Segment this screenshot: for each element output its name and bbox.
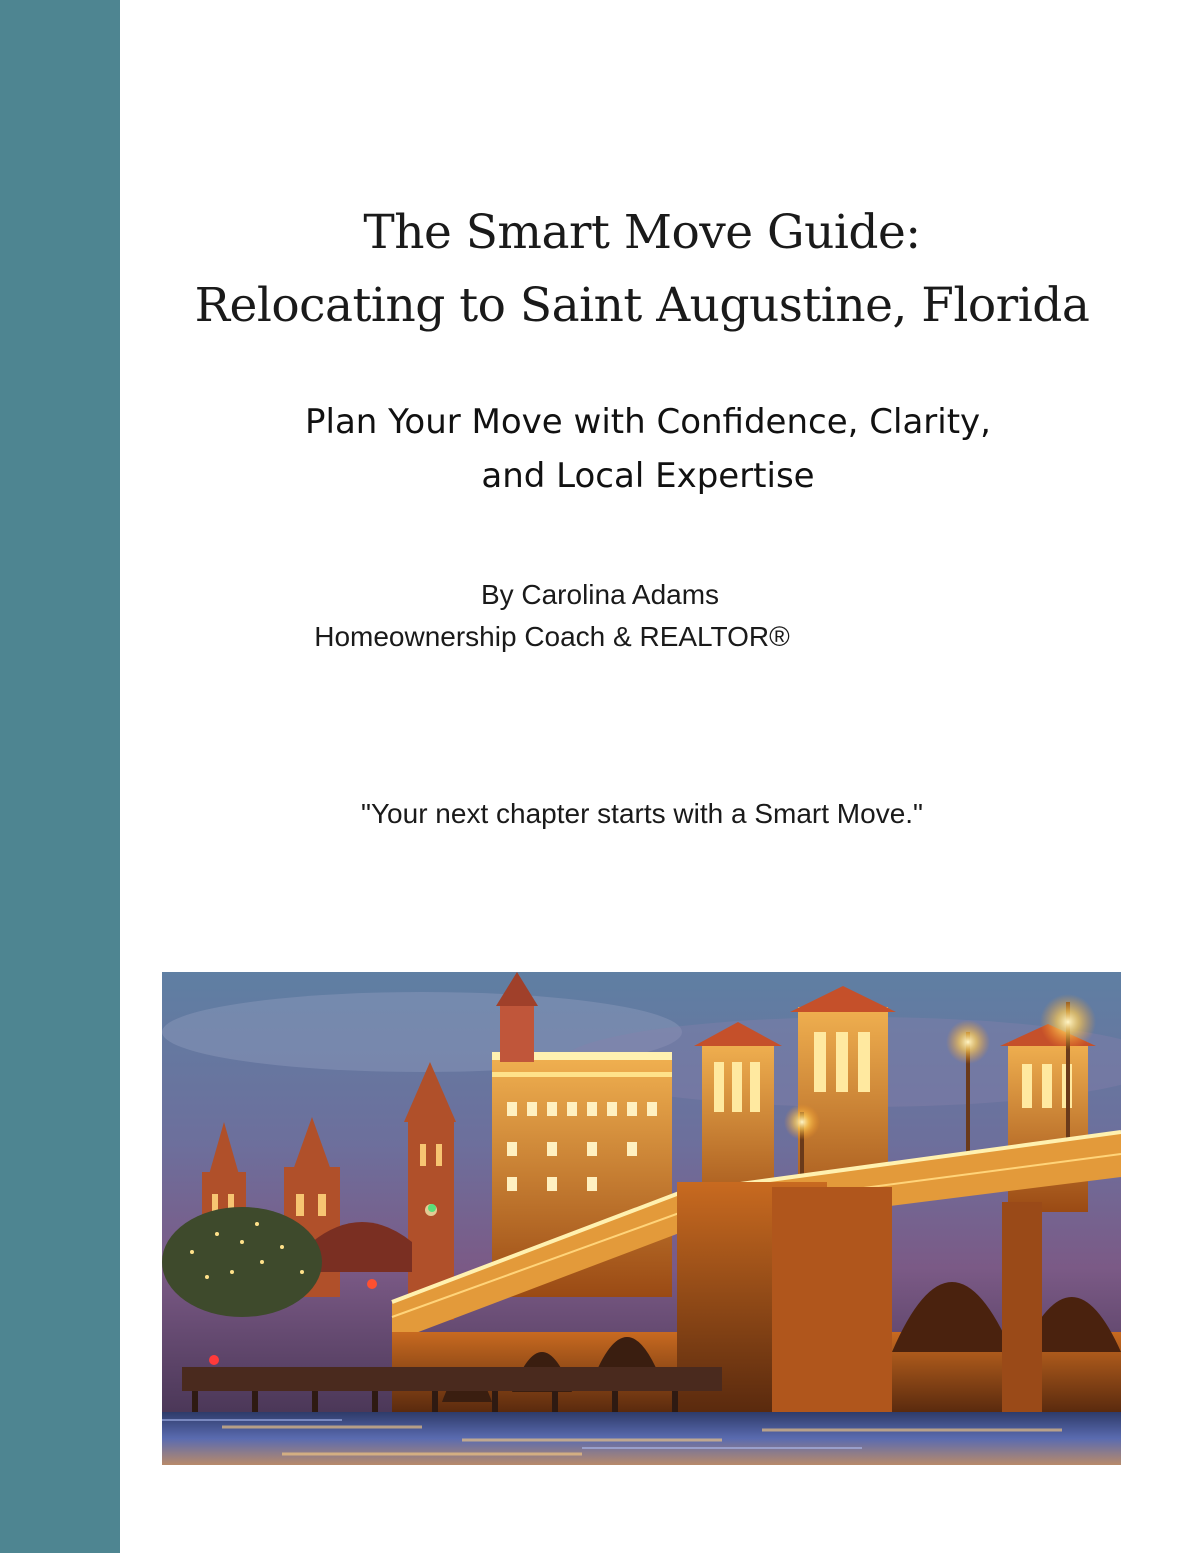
title-line-1: The Smart Move Guide:: [363, 205, 921, 260]
side-accent-bar: [0, 0, 120, 1553]
title-line-2: Relocating to Saint Augustine, Florida: [194, 278, 1090, 333]
tagline-quote: "Your next chapter starts with a Smart Move.": [361, 798, 923, 829]
author-block: [300, 574, 900, 658]
cover-photo: [162, 972, 1121, 1465]
author-role: Homeownership Coach & REALTOR®: [314, 621, 790, 652]
subtitle: [140, 395, 1156, 503]
subtitle-line-1: Plan Your Move with Confidence, Clarity,: [305, 402, 991, 442]
subtitle-line-2: and Local Expertise: [481, 456, 815, 496]
author-name: By Carolina Adams: [480, 579, 720, 610]
page-title: [140, 196, 1144, 342]
city-bridge-night-illustration: [162, 972, 1121, 1465]
